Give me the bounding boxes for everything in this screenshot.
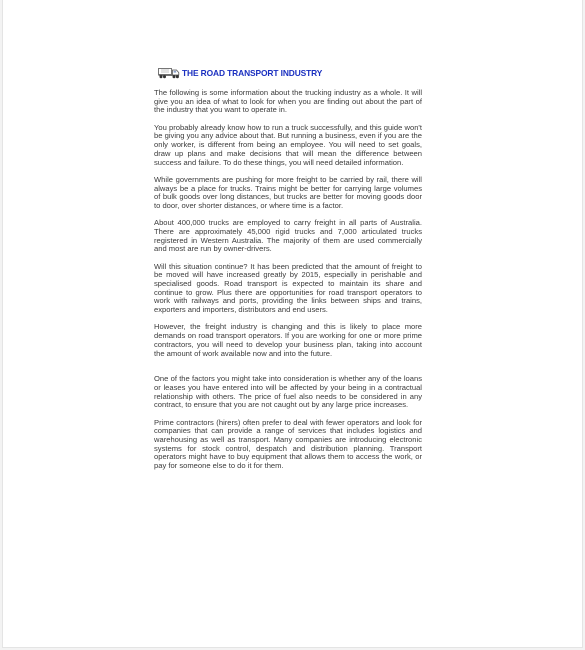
paragraph-intro: The following is some information about the trucking industry as a whole. It will give you an idea of what to look for when you are finding out about the part of the industry that you want to operate in. [154,88,422,115]
paragraph-running-business: You probably already know how to run a truck successfully, and this guide won't be giving you any advice about that. But running a business, even if you are the only worker, is different from being an employee. You will need to set goals, draw up plans and make decisions that will mean the difference between success and failure. To do these things, you will need detailed information. [154,122,422,167]
truck-icon [158,67,180,79]
paragraph-industry-changing: However, the freight industry is changing and this is likely to place more demands on road transport operators. If you are working for one or more prime contractors, you will need to develop your business plan, taking into account the amount of work available now and into the future. [154,322,422,358]
document-page [2,0,583,648]
paragraph-prime-contractors: Prime contractors (hirers) often prefer to deal with fewer operators and look for companies that can provide a range of services that includes logistics and warehousing as well as transport. Many companies are introducing electronic systems for stock control, despatch and distribution planning. Transport operators might have to buy equipment that allows them to access the work, or pay for someone else to do it for them. [154,417,422,471]
document-title: THE ROAD TRANSPORT INDUSTRY [182,67,323,78]
paragraph-rail-vs-trucks: While governments are pushing for more freight to be carried by rail, there will always be a place for trucks. Trains might be better for carrying large volumes of bulk goods over long distances, but trucks are better for moving goods door to door, over shorter distances, or where time is a factor. [154,174,422,210]
title-row [158,66,422,80]
paragraph-loans-and-fuel: One of the factors you might take into consideration is whether any of the loans or leases you have entered into will be affected by your being in a contractual relationship with others. The price of fuel also needs to be considered in any contract, to ensure that you are not caught out by any large price increases. [154,374,422,410]
document-body [154,66,422,479]
paragraph-truck-statistics: About 400,000 trucks are employed to carry freight in all parts of Australia. There are approximately 45,000 rigid trucks and 7,000 articulated trucks registered in Western Australia. The majority of them are used commercially and most are run by owner-drivers. [154,218,422,254]
paragraph-future-outlook: Will this situation continue? It has been predicted that the amount of freight to be moved will have increased greatly by 2015, especially in perishable and specialised goods. Road transport is expected to maintain its share and continue to grow. Plus there are opportunities for road transport operators to work with railways and ports, providing the links between ships and trains, exporters and importers, distributors and end users. [154,261,422,315]
